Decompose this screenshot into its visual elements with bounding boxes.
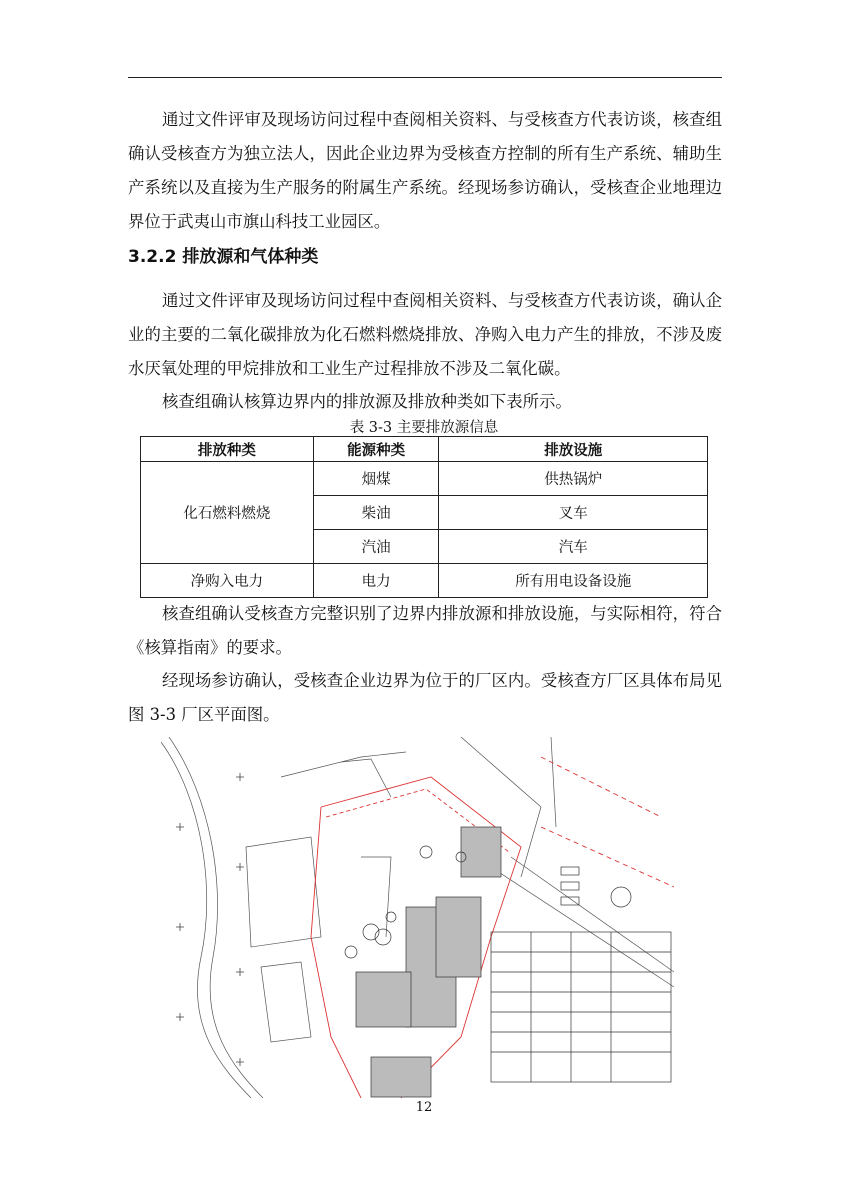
paragraph-layout: 经现场参访确认，受核查企业边界为位于的厂区内。受核查方厂区具体布局见图 3-3 厂区平面图。: [128, 671, 722, 724]
cell-facility: 汽车: [439, 530, 708, 564]
cell-facility: 所有用电设备设施: [439, 564, 708, 598]
paragraph-confirmation: 核查组确认受核查方完整识别了边界内排放源和排放设施，与实际相符，符合《核算指南》的要求。: [128, 604, 722, 657]
table-header-row: [141, 437, 708, 462]
header-emission-type: 排放种类: [141, 437, 314, 462]
cell-purchased-power: 净购入电力: [141, 564, 314, 598]
header-rule: [128, 77, 722, 78]
page-number: 12: [415, 1100, 433, 1115]
header-energy-type: 能源种类: [313, 437, 439, 462]
emission-source-table: [140, 436, 708, 598]
table-row: [141, 564, 708, 598]
cell-facility: 叉车: [439, 496, 708, 530]
section-heading: 3.2.2 排放源和气体种类: [128, 247, 319, 267]
site-plan-drawing: [161, 737, 674, 1098]
table-caption: 表 3-3 主要排放源信息: [349, 420, 499, 436]
cell-fossil-fuel: 化石燃料燃烧: [141, 462, 314, 564]
cell-energy: 电力: [313, 564, 439, 598]
cell-facility: 供热锅炉: [439, 462, 708, 496]
header-facility: 排放设施: [439, 437, 708, 462]
cell-energy: 汽油: [313, 530, 439, 564]
paragraph-emission-sources: 通过文件评审及现场访问过程中查阅相关资料、与受核查方代表访谈，确认企业的主要的二氧化碳排放为化石燃料燃烧排放、净购入电力产生的排放，不涉及废水厌氧处理的甲烷排放和工业生产过程排放不涉及二氧化碳。: [128, 291, 722, 378]
cell-energy: 烟煤: [313, 462, 439, 496]
table-row: [141, 462, 708, 496]
paragraph-table-intro: 核查组确认核算边界内的排放源及排放种类如下表所示。: [162, 392, 572, 411]
cell-energy: 柴油: [313, 496, 439, 530]
paragraph-boundary: 通过文件评审及现场访问过程中查阅相关资料、与受核查方代表访谈，核查组确认受核查方为独立法人，因此企业边界为受核查方控制的所有生产系统、辅助生产系统以及直接为生产服务的附属生产系统。经现场参访确认，受核查企业地理边界位于武夷山市旗山科技工业园区。: [128, 110, 722, 231]
